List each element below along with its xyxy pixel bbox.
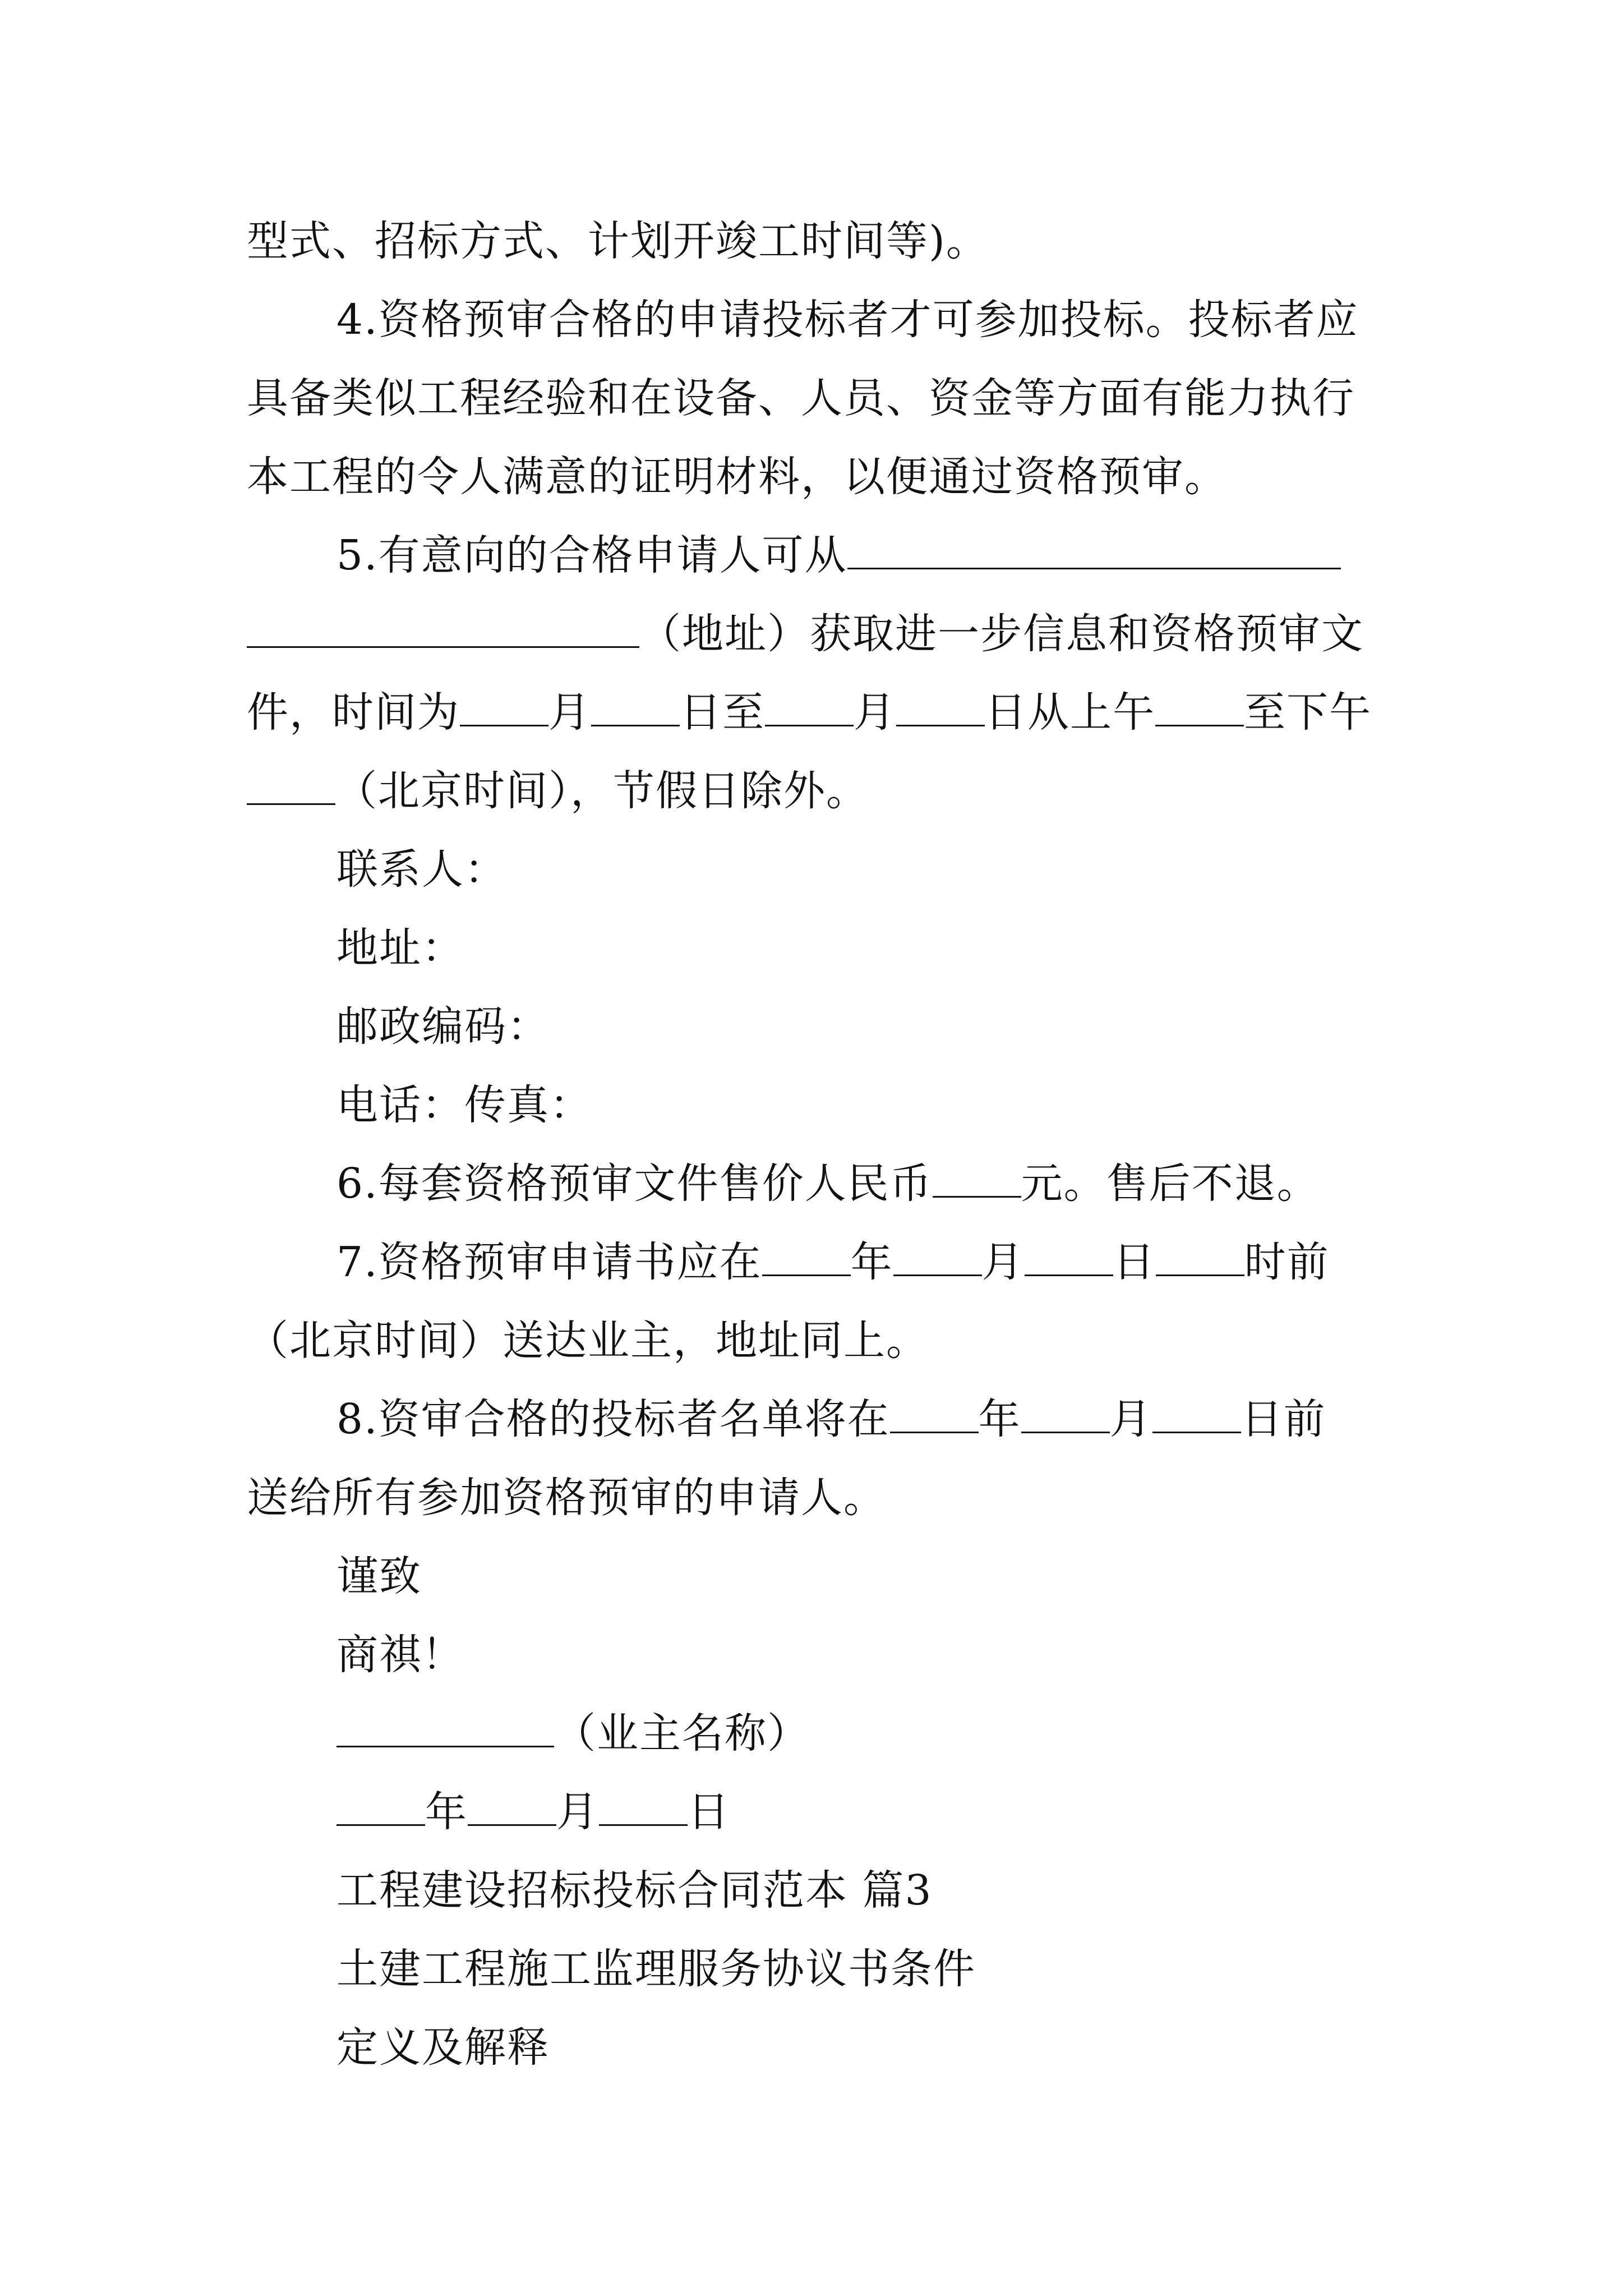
paragraph-line	[247, 684, 1391, 740]
text-segment: 6.每套资格预审文件售价人民币	[336, 1159, 933, 1208]
fill-in-blank	[847, 533, 1341, 569]
paragraph-line	[247, 606, 1391, 662]
section-heading	[336, 1862, 1481, 1918]
text-segment: 月	[556, 1788, 599, 1836]
fill-in-blank	[1021, 1397, 1110, 1433]
text-segment: 日至	[680, 688, 765, 737]
paragraph-line	[336, 999, 1481, 1055]
paragraph-line	[247, 763, 1391, 819]
text-segment: （北京时间），节假日除外。	[335, 767, 869, 815]
text-segment: 年	[425, 1788, 468, 1836]
paragraph-line	[336, 1234, 1481, 1290]
text-segment: 月	[1109, 1395, 1152, 1443]
fill-in-blank	[1155, 690, 1244, 726]
text-segment: 月	[548, 688, 591, 737]
text-segment: 电话：传真：	[336, 1081, 592, 1129]
fill-in-blank	[1156, 1240, 1244, 1276]
text-segment: 地址：	[336, 924, 464, 972]
text-segment: 本工程的令人满意的证明材料，以便通过资格预审。	[247, 453, 1227, 501]
section-heading	[336, 1941, 1481, 1997]
paragraph-line	[336, 1077, 1481, 1133]
text-segment: （业主名称）	[554, 1709, 810, 1757]
fill-in-blank	[896, 690, 985, 726]
text-segment: 年	[978, 1395, 1021, 1443]
text-segment: 工程建设招标投标合同范本 篇3	[336, 1866, 933, 1915]
text-segment: 至下午	[1244, 688, 1372, 737]
fill-in-blank	[468, 1789, 556, 1826]
paragraph-line	[336, 1391, 1481, 1447]
fill-in-blank	[893, 1240, 982, 1276]
paragraph-line	[336, 920, 1481, 976]
text-segment: 定义及解释	[336, 2023, 550, 2072]
text-segment: 商祺！	[336, 1631, 464, 1679]
text-segment: 土建工程施工监理服务协议书条件	[336, 1945, 976, 1993]
fill-in-blank	[247, 611, 639, 648]
text-segment: 8.资审合格的投标者名单将在	[336, 1395, 890, 1443]
text-segment: 5.有意向的合格申请人可从	[336, 531, 847, 579]
fill-in-blank	[765, 690, 854, 726]
text-segment: 月	[981, 1238, 1025, 1286]
fill-in-blank	[460, 690, 548, 726]
text-segment: 7.资格预审申请书应在	[336, 1238, 762, 1286]
paragraph-line	[247, 449, 1391, 505]
fill-in-blank	[247, 769, 335, 805]
text-segment: 月	[854, 688, 896, 737]
text-segment: 日从上午	[985, 688, 1155, 737]
salutation-line	[336, 1627, 1481, 1683]
salutation-line	[336, 1548, 1481, 1604]
text-segment: 件，时间为	[247, 688, 460, 737]
text-segment: 谨致	[336, 1552, 422, 1600]
text-segment: 日前	[1241, 1395, 1326, 1443]
signature-line	[336, 1705, 1481, 1761]
text-segment: 送给所有参加资格预审的申请人。	[247, 1474, 886, 1522]
paragraph-line	[247, 370, 1391, 426]
text-segment: 时前	[1244, 1238, 1330, 1286]
text-segment: 具备类似工程经验和在设备、人员、资金等方面有能力执行	[247, 374, 1355, 422]
text-segment: （北京时间）送达业主，地址同上。	[247, 1317, 929, 1365]
text-segment: 日	[688, 1788, 730, 1836]
text-segment: （地址）获取进一步信息和资格预审文	[639, 610, 1364, 658]
text-segment: 元。售后不退。	[1021, 1159, 1320, 1208]
paragraph-line	[336, 841, 1481, 898]
fill-in-blank	[933, 1161, 1021, 1198]
paragraph-line	[336, 527, 1481, 583]
text-segment: 联系人：	[336, 845, 507, 894]
fill-in-blank	[1025, 1240, 1113, 1276]
text-segment: 年	[850, 1238, 893, 1286]
fill-in-blank	[336, 1789, 425, 1826]
text-segment: 邮政编码：	[336, 1002, 550, 1051]
fill-in-blank	[1152, 1397, 1241, 1433]
fill-in-blank	[599, 1789, 688, 1826]
fill-in-blank	[591, 690, 680, 726]
fill-in-blank	[336, 1711, 554, 1747]
paragraph-line	[247, 1470, 1391, 1526]
paragraph-line	[247, 1313, 1391, 1369]
section-heading	[336, 2019, 1481, 2076]
text-segment: 4.资格预审合格的申请投标者才可参加投标。投标者应	[336, 296, 1359, 344]
fill-in-blank	[762, 1240, 851, 1276]
date-line	[336, 1784, 1481, 1840]
paragraph-line	[336, 292, 1391, 348]
paragraph-line	[336, 1156, 1481, 1212]
text-segment: 型式、招标方式、计划开竣工时间等)。	[247, 217, 989, 265]
paragraph-line	[247, 213, 1391, 269]
text-segment: 日	[1113, 1238, 1156, 1286]
fill-in-blank	[890, 1397, 979, 1433]
